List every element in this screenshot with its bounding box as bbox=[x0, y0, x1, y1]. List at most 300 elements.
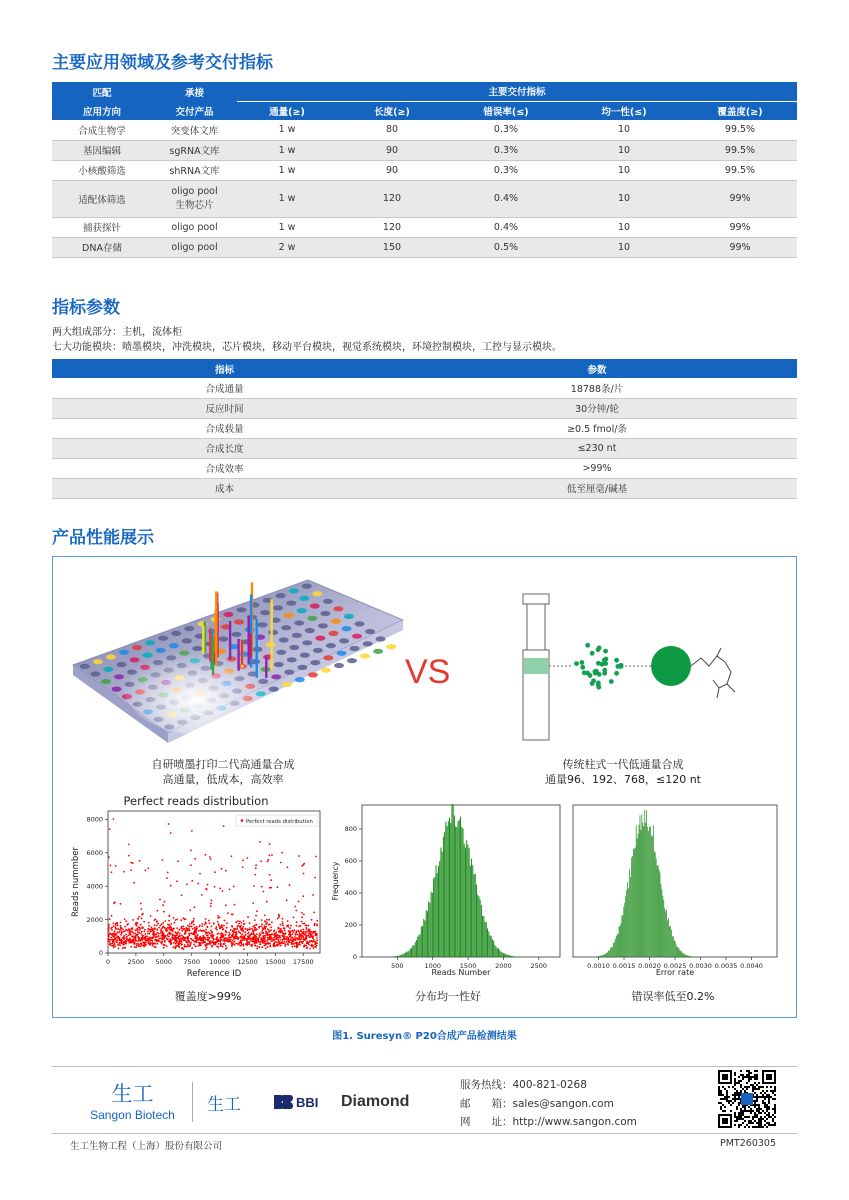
scatter-point bbox=[210, 858, 212, 860]
scatter-point bbox=[226, 927, 228, 929]
scatter-point bbox=[298, 901, 300, 903]
histogram-bar bbox=[606, 953, 607, 957]
scatter-point bbox=[165, 920, 167, 922]
scatter-point bbox=[194, 945, 196, 947]
histogram-bar bbox=[672, 936, 673, 957]
scatter-point bbox=[122, 928, 124, 930]
error-rate-caption: 错误率低至0.2% bbox=[631, 990, 715, 1003]
scatter-point bbox=[261, 919, 263, 921]
scatter-point bbox=[138, 944, 140, 946]
qr-module bbox=[774, 1098, 776, 1100]
scatter-point bbox=[261, 946, 263, 948]
histogram-bar bbox=[395, 956, 396, 957]
scatter-point bbox=[296, 925, 298, 927]
scatter-point bbox=[161, 943, 163, 945]
histogram-bar bbox=[607, 952, 608, 957]
histogram-bar bbox=[667, 920, 668, 957]
column-caption-sub: 通量96、192、768，≤120 nt bbox=[545, 773, 701, 786]
histogram-bar bbox=[661, 884, 662, 957]
scatter-point bbox=[108, 926, 110, 928]
y-tick-label: 8000 bbox=[86, 815, 103, 824]
scatter-point bbox=[267, 928, 269, 930]
scatter-point bbox=[201, 940, 203, 942]
qr-module bbox=[734, 1094, 736, 1096]
scatter-point bbox=[282, 942, 284, 944]
scatter-point bbox=[279, 930, 281, 932]
scatter-point bbox=[111, 929, 113, 931]
scatter-point bbox=[316, 937, 318, 939]
scatter-point bbox=[181, 930, 183, 932]
qr-module bbox=[764, 1106, 766, 1108]
scatter-point bbox=[315, 943, 317, 945]
qr-module bbox=[744, 1076, 746, 1078]
hotline-number[interactable]: 400-821-0268 bbox=[512, 1079, 587, 1091]
scatter-point bbox=[282, 921, 284, 923]
histogram-bar bbox=[658, 865, 659, 957]
table-row: 成本 低至厘毫/碱基 bbox=[52, 478, 797, 498]
scatter-point bbox=[273, 943, 275, 945]
x-tick-label: 0.0010 bbox=[587, 962, 610, 970]
chart-title: Perfect reads distribution bbox=[123, 794, 269, 808]
scatter-point bbox=[205, 854, 207, 856]
scatter-point bbox=[284, 941, 286, 943]
scatter-point bbox=[156, 910, 158, 912]
website-link[interactable]: http://www.sangon.com bbox=[512, 1116, 637, 1128]
scatter-point bbox=[125, 940, 127, 942]
scatter-point bbox=[192, 940, 194, 942]
histogram-bar bbox=[633, 849, 634, 957]
scatter-point bbox=[307, 925, 309, 927]
scatter-point bbox=[313, 939, 315, 941]
histogram-bar bbox=[683, 954, 684, 957]
histogram-bar bbox=[487, 928, 488, 957]
x-tick-label: 2500 bbox=[127, 958, 145, 966]
scatter-point bbox=[158, 933, 160, 935]
histogram-bar bbox=[402, 954, 403, 957]
x-tick-label: 0.0030 bbox=[689, 962, 712, 970]
scatter-point bbox=[312, 937, 314, 939]
scatter-point bbox=[185, 931, 187, 933]
qr-module bbox=[742, 1078, 744, 1080]
histogram-bar bbox=[645, 823, 646, 957]
scatter-point bbox=[268, 919, 270, 921]
scatter-point bbox=[307, 942, 309, 944]
scatter-point bbox=[270, 926, 272, 928]
scatter-point bbox=[205, 949, 207, 951]
scatter-point bbox=[287, 920, 289, 922]
scatter-point bbox=[279, 943, 281, 945]
histogram-bar bbox=[492, 939, 493, 957]
qr-module bbox=[734, 1084, 736, 1086]
qr-module bbox=[744, 1108, 746, 1110]
chip-spot bbox=[305, 628, 315, 633]
qr-module bbox=[742, 1118, 744, 1120]
histogram-bar bbox=[631, 858, 632, 957]
uniformity-caption: 分布均一性好 bbox=[415, 990, 481, 1003]
scatter-point bbox=[125, 934, 127, 936]
qr-module bbox=[734, 1124, 736, 1126]
scatter-point bbox=[277, 918, 279, 920]
scatter-point bbox=[316, 920, 318, 922]
qr-module bbox=[756, 1104, 758, 1106]
sangon-logo: 生工 Sangon Biotech bbox=[90, 1082, 175, 1122]
qr-module bbox=[744, 1086, 746, 1088]
scatter-point bbox=[166, 937, 168, 939]
histogram-bar bbox=[625, 896, 626, 957]
scatter-point bbox=[269, 945, 271, 947]
scatter-point bbox=[261, 924, 263, 926]
scatter-point bbox=[132, 919, 134, 921]
scatter-point bbox=[293, 931, 295, 933]
scatter-point bbox=[232, 940, 234, 942]
scatter-point bbox=[156, 920, 158, 922]
scatter-point bbox=[152, 940, 154, 942]
scatter-point bbox=[236, 928, 238, 930]
scatter-point bbox=[220, 945, 222, 947]
scatter-point bbox=[191, 830, 193, 832]
scatter-point bbox=[254, 874, 256, 876]
scatter-point bbox=[152, 929, 154, 931]
qr-module bbox=[766, 1114, 768, 1116]
histogram-bar bbox=[681, 951, 682, 957]
scatter-point bbox=[270, 929, 272, 931]
histogram-bar bbox=[469, 848, 470, 957]
scatter-point bbox=[198, 942, 200, 944]
scatter-point bbox=[157, 943, 159, 945]
qr-module bbox=[754, 1104, 756, 1106]
histogram-bar bbox=[636, 825, 637, 957]
scatter-point bbox=[286, 941, 288, 943]
scatter-point bbox=[273, 930, 275, 932]
scatter-point bbox=[119, 929, 121, 931]
histogram-bar bbox=[650, 826, 651, 957]
scatter-point bbox=[119, 931, 121, 933]
y-tick-label: 2000 bbox=[86, 915, 103, 924]
scatter-point bbox=[159, 899, 161, 901]
scatter-point bbox=[190, 932, 192, 934]
scatter-point bbox=[190, 943, 192, 945]
scatter-point bbox=[232, 935, 234, 937]
chip-spot bbox=[284, 613, 294, 618]
scatter-point bbox=[217, 915, 219, 917]
scatter-point bbox=[293, 939, 295, 941]
scatter-point bbox=[108, 940, 110, 942]
scatter-point bbox=[289, 931, 291, 933]
scatter-point bbox=[172, 946, 174, 948]
scatter-point bbox=[217, 921, 219, 923]
qr-module bbox=[768, 1114, 770, 1116]
scatter-point bbox=[235, 921, 237, 923]
table-row: 反应时间 30分钟/轮 bbox=[52, 398, 797, 418]
scatter-point bbox=[114, 930, 116, 932]
qr-module bbox=[740, 1080, 742, 1082]
scatter-point bbox=[231, 926, 233, 928]
qr-module bbox=[740, 1110, 742, 1112]
scatter-point bbox=[162, 859, 164, 861]
scatter-point bbox=[126, 936, 128, 938]
qr-module bbox=[752, 1126, 754, 1128]
qr-module bbox=[720, 1102, 722, 1104]
chip-spot bbox=[119, 650, 129, 655]
qr-module bbox=[722, 1094, 724, 1096]
qr-module bbox=[760, 1108, 762, 1110]
scatter-point bbox=[235, 937, 237, 939]
scatter-point bbox=[125, 920, 127, 922]
scatter-point bbox=[169, 938, 171, 940]
scatter-point bbox=[255, 864, 257, 866]
qr-module bbox=[752, 1090, 754, 1092]
scatter-point bbox=[312, 945, 314, 947]
qr-module bbox=[740, 1084, 742, 1086]
y-tick-label: 6000 bbox=[86, 848, 103, 857]
y-tick-label: 400 bbox=[344, 889, 357, 898]
chip-spot bbox=[145, 640, 155, 645]
scatter-point bbox=[282, 935, 284, 937]
qr-module bbox=[766, 1096, 768, 1098]
qr-module bbox=[756, 1078, 758, 1080]
histogram-bar bbox=[463, 829, 464, 957]
chip-spot bbox=[350, 646, 360, 651]
qr-module bbox=[734, 1120, 736, 1122]
resin-bead bbox=[596, 682, 601, 687]
scatter-point bbox=[108, 856, 110, 858]
scatter-point bbox=[300, 939, 302, 941]
scatter-point bbox=[135, 935, 137, 937]
header-delivery-group: 主要交付指标 bbox=[237, 82, 797, 101]
scatter-point bbox=[297, 942, 299, 944]
legend-marker bbox=[241, 819, 244, 822]
email-link[interactable]: sales@sangon.com bbox=[512, 1098, 614, 1110]
histogram-bar bbox=[639, 825, 640, 957]
chip-spot bbox=[386, 644, 396, 649]
qr-module bbox=[732, 1098, 734, 1100]
qr-module bbox=[764, 1098, 766, 1100]
y-tick-label: 4000 bbox=[86, 882, 103, 891]
scatter-point bbox=[227, 940, 229, 942]
chip-spot bbox=[321, 668, 331, 673]
scatter-point bbox=[191, 947, 193, 949]
scatter-point bbox=[315, 935, 317, 937]
qr-module bbox=[740, 1112, 742, 1114]
chip-spot bbox=[276, 593, 286, 598]
scatter-point bbox=[108, 933, 110, 935]
scatter-point bbox=[158, 938, 160, 940]
scatter-point bbox=[193, 918, 195, 920]
scatter-point bbox=[176, 937, 178, 939]
histogram-bar bbox=[442, 852, 443, 957]
qr-module bbox=[762, 1086, 764, 1088]
qr-module bbox=[760, 1096, 762, 1098]
scatter-point bbox=[223, 928, 225, 930]
qr-module bbox=[756, 1116, 758, 1118]
scatter-point bbox=[168, 915, 170, 917]
table-row: 合成生物学 突变体文库 1 w 80 0.3% 10 99.5% bbox=[52, 120, 797, 140]
histogram-bar bbox=[598, 956, 599, 957]
scatter-point bbox=[196, 927, 198, 929]
chip-spot bbox=[117, 662, 127, 667]
qr-module bbox=[768, 1124, 770, 1126]
scatter-points bbox=[107, 818, 318, 950]
resin-bead bbox=[590, 651, 595, 656]
qr-module bbox=[750, 1076, 752, 1078]
scatter-point bbox=[269, 924, 271, 926]
scatter-point bbox=[253, 933, 255, 935]
histogram-bars bbox=[380, 804, 527, 957]
scatter-point bbox=[242, 928, 244, 930]
qr-module bbox=[746, 1124, 748, 1126]
scatter-point bbox=[244, 928, 246, 930]
scatter-point bbox=[255, 915, 257, 917]
scatter-point bbox=[242, 929, 244, 931]
scatter-point bbox=[179, 933, 181, 935]
scatter-point bbox=[155, 946, 157, 948]
resin-bead bbox=[574, 661, 579, 666]
scatter-point bbox=[115, 865, 117, 867]
histogram-bar bbox=[413, 945, 414, 957]
histogram-bar bbox=[453, 804, 454, 957]
qr-module bbox=[770, 1124, 772, 1126]
chip-spot bbox=[308, 672, 318, 677]
scatter-point bbox=[239, 921, 241, 923]
histogram-bar bbox=[514, 956, 515, 957]
qr-module bbox=[744, 1116, 746, 1118]
scatter-point bbox=[218, 923, 220, 925]
scatter-point bbox=[167, 872, 169, 874]
qr-module bbox=[754, 1126, 756, 1128]
histogram-bar bbox=[509, 955, 510, 957]
x-tick-label: 5000 bbox=[155, 958, 173, 966]
scatter-point bbox=[181, 944, 183, 946]
histogram-bar bbox=[502, 952, 503, 957]
scatter-point bbox=[137, 931, 139, 933]
chip-spot bbox=[132, 645, 142, 650]
scatter-point bbox=[303, 945, 305, 947]
x-tick-label: 15000 bbox=[265, 958, 286, 966]
scatter-point bbox=[294, 945, 296, 947]
chip-spot bbox=[344, 614, 354, 619]
scatter-point bbox=[115, 933, 117, 935]
qr-module bbox=[750, 1122, 752, 1124]
qr-code-icon[interactable] bbox=[718, 1070, 776, 1128]
scatter-point bbox=[187, 925, 189, 927]
scatter-point bbox=[266, 919, 268, 921]
histogram-bar bbox=[623, 907, 624, 957]
scatter-point bbox=[295, 932, 297, 934]
qr-module bbox=[760, 1124, 762, 1126]
qr-module bbox=[772, 1090, 774, 1092]
vs-label: VS bbox=[405, 653, 451, 691]
qr-module bbox=[734, 1116, 736, 1118]
chip-spot bbox=[312, 591, 322, 596]
scatter-point bbox=[139, 860, 141, 862]
scatter-point bbox=[165, 935, 167, 937]
scatter-point bbox=[252, 937, 254, 939]
scatter-point bbox=[217, 917, 219, 919]
scatter-point bbox=[228, 938, 230, 940]
qr-module bbox=[772, 1098, 774, 1100]
synthesis-pillar bbox=[256, 619, 258, 678]
scatter-point bbox=[255, 867, 257, 869]
scatter-point bbox=[233, 936, 235, 938]
scatter-point bbox=[304, 923, 306, 925]
histogram-bar bbox=[624, 903, 625, 957]
histogram-bar bbox=[498, 948, 499, 957]
scatter-point bbox=[115, 945, 117, 947]
histogram-bar bbox=[432, 893, 433, 957]
scatter-point bbox=[157, 923, 159, 925]
scatter-point bbox=[265, 923, 267, 925]
histogram-bar bbox=[475, 874, 476, 957]
scatter-point bbox=[255, 936, 257, 938]
scatter-point bbox=[313, 912, 315, 914]
histogram-bar bbox=[456, 827, 457, 957]
qr-module bbox=[760, 1092, 762, 1094]
histogram-bar bbox=[480, 900, 481, 957]
performance-figure-box bbox=[52, 556, 797, 1018]
x-axis-label: Reads Number bbox=[431, 968, 491, 977]
scatter-point bbox=[301, 935, 303, 937]
scatter-point bbox=[306, 943, 308, 945]
scatter-point bbox=[315, 933, 317, 935]
header-uniformity: 均一性(≤) bbox=[565, 101, 683, 120]
qr-module bbox=[754, 1114, 756, 1116]
qr-module bbox=[772, 1092, 774, 1094]
qr-module bbox=[754, 1120, 756, 1122]
scatter-point bbox=[162, 904, 164, 906]
scatter-point bbox=[113, 902, 115, 904]
histogram-bar bbox=[412, 946, 413, 957]
scatter-point bbox=[256, 910, 258, 912]
qr-module bbox=[732, 1102, 734, 1104]
qr-module bbox=[740, 1090, 742, 1092]
qr-module bbox=[740, 1070, 742, 1072]
scatter-point bbox=[235, 931, 237, 933]
inkjet-chip-illustration bbox=[68, 575, 408, 760]
chip-spot bbox=[103, 667, 113, 672]
scatter-point bbox=[109, 828, 111, 830]
scatter-point bbox=[273, 940, 275, 942]
histogram-bar bbox=[508, 955, 509, 957]
scatter-point bbox=[130, 869, 132, 871]
scatter-point bbox=[221, 868, 223, 870]
qr-module bbox=[768, 1098, 770, 1100]
histogram-bar bbox=[422, 926, 423, 957]
scatter-point bbox=[196, 937, 198, 939]
qr-module bbox=[730, 1104, 732, 1106]
histogram-bar bbox=[692, 956, 693, 957]
scatter-point bbox=[275, 932, 277, 934]
scatter-point bbox=[228, 932, 230, 934]
scatter-point bbox=[304, 939, 306, 941]
scatter-point bbox=[161, 923, 163, 925]
scatter-point bbox=[294, 936, 296, 938]
histogram-bar bbox=[491, 936, 492, 957]
scatter-point bbox=[152, 943, 154, 945]
scatter-point bbox=[243, 943, 245, 945]
scatter-point bbox=[121, 933, 123, 935]
scatter-point bbox=[282, 923, 284, 925]
scatter-point bbox=[266, 901, 268, 903]
histogram-bar bbox=[614, 942, 615, 957]
histogram-bar bbox=[654, 851, 655, 957]
scatter-point bbox=[135, 938, 137, 940]
histogram-bar bbox=[612, 947, 613, 957]
scatter-point bbox=[177, 860, 179, 862]
qr-module bbox=[736, 1106, 738, 1108]
qr-module bbox=[730, 1110, 732, 1112]
histogram-bar bbox=[680, 951, 681, 957]
scatter-point bbox=[308, 935, 310, 937]
